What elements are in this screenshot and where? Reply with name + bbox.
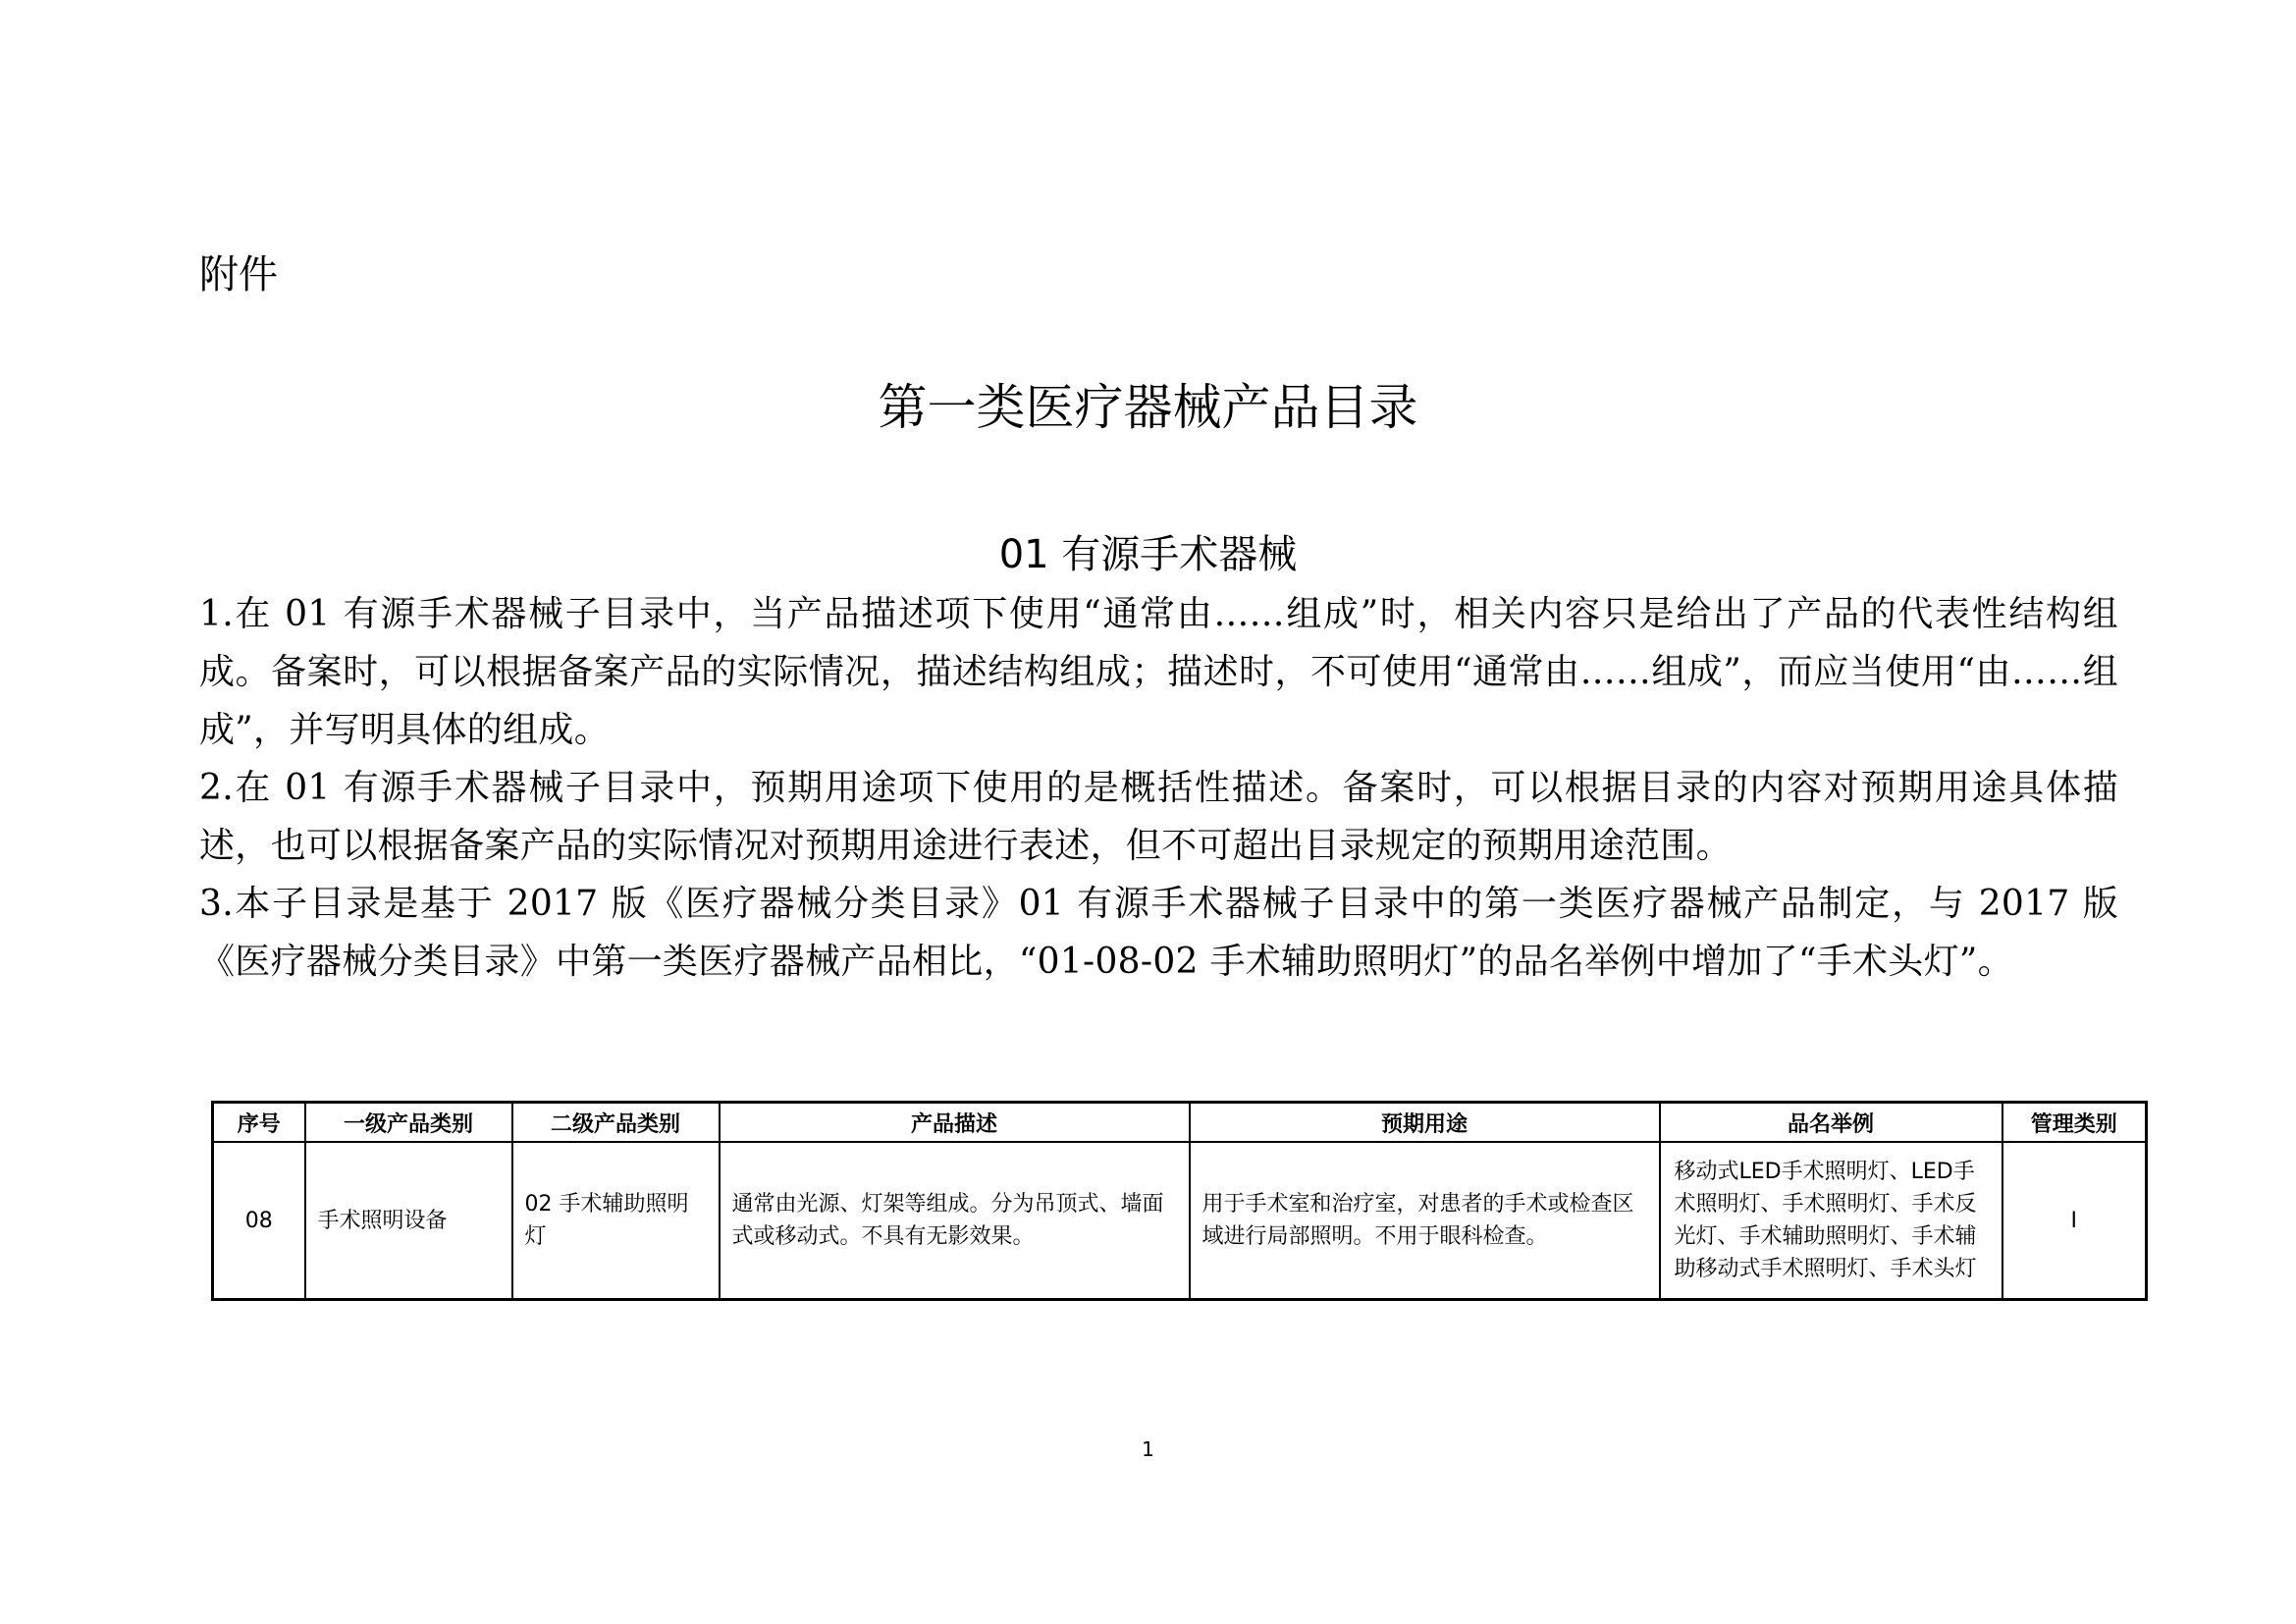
product-catalog-table <box>211 1101 2148 1301</box>
page-number: 1 <box>1142 1437 1154 1461</box>
header-level2: 二级产品类别 <box>512 1103 720 1143</box>
header-level1: 一级产品类别 <box>305 1103 512 1143</box>
header-name-examples: 品名举例 <box>1660 1103 2002 1143</box>
header-management-class: 管理类别 <box>2002 1103 2147 1143</box>
section-title: 01 有源手术器械 <box>998 532 1298 577</box>
cell-description: 通常由光源、灯架等组成。分为吊顶式、墙面式或移动式。不具有无影效果。 <box>720 1142 1190 1300</box>
cell-name-examples: 移动式LED手术照明灯、LED手术照明灯、手术照明灯、手术反光灯、手术辅助照明灯、手术辅助移动式手术照明灯、手术头灯 <box>1660 1142 2002 1300</box>
attachment-label: 附件 <box>199 252 278 298</box>
table-header-row <box>213 1103 2147 1143</box>
document-title: 第一类医疗器械产品目录 <box>878 379 1418 436</box>
notes-block <box>199 585 2118 991</box>
header-intended-use: 预期用途 <box>1190 1103 1660 1143</box>
cell-level1: 手术照明设备 <box>305 1142 512 1300</box>
cell-management-class: I <box>2002 1142 2147 1300</box>
header-seq: 序号 <box>213 1103 305 1143</box>
cell-level2: 02 手术辅助照明灯 <box>512 1142 720 1300</box>
cell-seq: 08 <box>213 1142 305 1300</box>
header-description: 产品描述 <box>720 1103 1190 1143</box>
cell-intended-use: 用于手术室和治疗室，对患者的手术或检查区域进行局部照明。不用于眼科检查。 <box>1190 1142 1660 1300</box>
note-2: 2.在 01 有源手术器械子目录中，预期用途项下使用的是概括性描述。备案时，可以根据目录的内容对预期用途具体描述，也可以根据备案产品的实际情况对预期用途进行表述，但不可超出目录规定的预期用途范围。 <box>199 768 2118 866</box>
table-row <box>213 1142 2147 1300</box>
note-1: 1.在 01 有源手术器械子目录中，当产品描述项下使用“通常由……组成”时，相关内容只是给出了产品的代表性结构组成。备案时，可以根据备案产品的实际情况，描述结构组成；描述时，不可使用“通常由……组成”，而应当使用“由……组成”，并写明具体的组成。 <box>199 594 2118 750</box>
note-3: 3.本子目录是基于 2017 版《医疗器械分类目录》01 有源手术器械子目录中的第一类医疗器械产品制定，与 2017 版《医疗器械分类目录》中第一类医疗器械产品相比，“01-08-02 手术辅助照明灯”的品名举例中增加了“手术头灯”。 <box>199 884 2118 982</box>
